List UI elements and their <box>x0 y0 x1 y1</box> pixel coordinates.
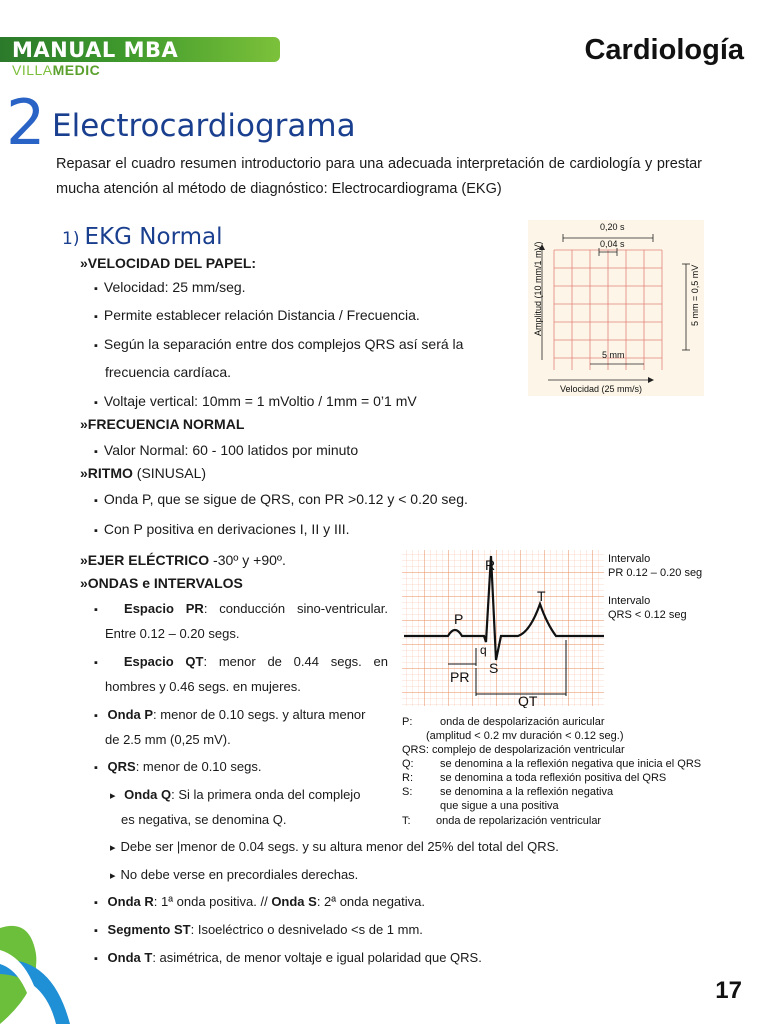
ritmo-heading-extra: (SINUSAL) <box>132 465 207 481</box>
velocidad-item: ▪ Voltaje vertical: 10mm = 1 mVoltio / 1mm = 0’1 mV <box>94 393 417 409</box>
wave-label-s: S <box>489 660 499 676</box>
legend-row <box>402 815 601 827</box>
onda-s-label: Onda S <box>271 894 317 909</box>
legend-row <box>402 730 624 742</box>
onda-p-line <box>94 707 366 722</box>
espacio-pr-text: : conducción sino-ventricular. <box>203 601 388 616</box>
ritmo-heading <box>80 465 206 481</box>
footer-swoosh <box>0 920 90 1024</box>
legend-key: Q: <box>402 758 414 770</box>
legend-value: se denomina a toda reflexión positiva del QRS <box>440 772 667 784</box>
wave-label-p: P <box>454 611 464 627</box>
legend-key: S: <box>402 786 413 798</box>
wave-label-qt: QT <box>518 693 538 708</box>
espacio-pr-cont: Entre 0.12 – 0.20 segs. <box>105 626 240 641</box>
onda-r-label: Onda R <box>107 894 154 909</box>
legend-value: que sigue a una positiva <box>440 800 559 812</box>
ritmo-heading-bold: »RITMO <box>80 465 133 481</box>
espacio-pr-line <box>94 601 388 616</box>
legend-row <box>402 786 613 798</box>
interval-pr-value: PR 0.12 – 0.20 seg <box>608 567 703 579</box>
onda-p-label: Onda P <box>107 707 154 722</box>
brand-sub-villa: VILLA <box>12 62 53 78</box>
espacio-qt-line <box>94 654 388 669</box>
ondas-heading: »ONDAS e INTERVALOS <box>80 575 243 591</box>
ritmo-item: ▪ Con P positiva en derivaciones I, II y III. <box>94 521 350 537</box>
velocidad-heading: »VELOCIDAD DEL PAPEL: <box>80 255 257 271</box>
page-number: 17 <box>715 977 742 1004</box>
onda-p-cont: de 2.5 mm (0,25 mV). <box>105 732 231 747</box>
wave-label-pr: PR <box>450 669 470 685</box>
legend-value: onda de repolarización ventricular <box>436 815 602 827</box>
wave-label-r: R <box>485 557 496 573</box>
ekg-waveform-figure <box>400 548 710 708</box>
wave-label-q: q <box>480 643 487 657</box>
ekg-paper-svg <box>528 220 704 396</box>
fig1-bottom-label: Velocidad (25 mm/s) <box>560 384 643 394</box>
onda-q-cont: es negativa, se denomina Q. <box>121 812 287 827</box>
onda-t-line <box>94 950 482 965</box>
fig1-top-label-1: 0,20 s <box>600 222 625 232</box>
onda-s-text: : 2ª onda negativa. <box>316 894 425 909</box>
brand-sub-medic: MEDIC <box>52 62 101 78</box>
ekg-normal-heading <box>62 224 223 250</box>
brand-title: MANUAL MBA <box>12 38 179 62</box>
legend-value: se denomina a la reflexión negativa que inicia el QRS <box>440 758 702 770</box>
segmento-st-label: Segmento ST <box>107 922 191 937</box>
legend-key: T: <box>402 815 411 827</box>
qrs-text: : menor de 0.10 segs. <box>135 759 262 774</box>
fig1-left-label: Amplitud (10 mm/1 mV) <box>533 241 543 336</box>
intro-paragraph: Repasar el cuadro resumen introductorio para una adecuada interpretación de cardiología y prestar mucha atención al método de diagnóstico: Electrocardiograma (EKG) <box>56 156 702 197</box>
onda-q-label: Onda Q <box>124 787 172 802</box>
legend-row <box>402 744 625 756</box>
fig1-top-label-2: 0,04 s <box>600 239 625 249</box>
frecuencia-item: ▪ Valor Normal: 60 - 100 latidos por minuto <box>94 442 358 458</box>
interval-pr-title: Intervalo <box>608 553 651 565</box>
espacio-pr-label: Espacio PR <box>124 601 204 616</box>
fig1-right-label: 5 mm = 0,5 mV <box>690 264 700 326</box>
legend-value: (amplitud < 0.2 mv duración < 0.12 seg.) <box>426 730 624 742</box>
onda-q-debe-1: ▸ Debe ser |menor de 0.04 segs. y su altura menor del 25% del total del QRS. <box>110 839 559 854</box>
interval-qrs-value: QRS < 0.12 seg <box>608 609 687 621</box>
onda-r-s-line <box>94 894 425 909</box>
legend-key: P: <box>402 716 413 728</box>
onda-p-text: : menor de 0.10 segs. y altura menor <box>153 707 366 722</box>
segmento-st-line <box>94 922 423 937</box>
velocidad-item: ▪ Permite establecer relación Distancia / Frecuencia. <box>94 307 420 323</box>
brand-subtitle <box>12 62 100 78</box>
espacio-qt-label: Espacio QT <box>123 654 204 669</box>
heading-number: 1) <box>62 229 80 249</box>
legend-key: R: <box>402 772 413 784</box>
legend-row <box>402 800 559 812</box>
onda-t-text: : asimétrica, de menor voltaje e igual polaridad que QRS. <box>152 950 482 965</box>
onda-q-text: : Si la primera onda del complejo <box>171 787 361 802</box>
qrs-label: QRS <box>107 759 136 774</box>
ritmo-item: ▪ Onda P, que se sigue de QRS, con PR >0.12 y < 0.20 seg. <box>94 491 468 507</box>
velocidad-item: ▪ Según la separación entre dos complejos QRS así será la <box>94 336 463 352</box>
eje-heading <box>80 552 286 568</box>
onda-q-line <box>110 787 360 802</box>
ekg-grid <box>402 550 604 706</box>
legend-key: QRS: <box>402 744 429 756</box>
interval-qrs-title: Intervalo <box>608 595 651 607</box>
legend-row <box>402 716 605 728</box>
onda-t-label: Onda T <box>107 950 153 965</box>
espacio-qt-cont: hombres y 0.46 segs. en mujeres. <box>105 679 301 694</box>
onda-r-text: : 1ª onda positiva. // <box>153 894 272 909</box>
heading-text: EKG Normal <box>84 224 223 250</box>
qrs-line <box>94 759 261 774</box>
fig1-mid-label: 5 mm <box>602 350 625 360</box>
eje-heading-bold: »EJER ELÉCTRICO <box>80 552 210 568</box>
legend-row <box>402 758 701 770</box>
eje-text: -30º y +90º. <box>209 552 286 568</box>
ekg-paper-figure <box>528 220 704 396</box>
ekg-waveform-svg <box>400 548 710 708</box>
legend-value: se denomina a la reflexión negativa <box>440 786 614 798</box>
frecuencia-heading: »FRECUENCIA NORMAL <box>80 416 245 432</box>
legend-row <box>402 772 666 784</box>
section-title: Cardiología <box>584 34 744 66</box>
wave-label-t: T <box>537 588 546 604</box>
espacio-qt-text: : menor de 0.44 segs. en <box>203 654 388 669</box>
velocidad-item-cont: frecuencia cardíaca. <box>105 364 232 380</box>
legend-value: complejo de despolarización ventricular <box>432 744 625 756</box>
chapter-number: 2 <box>6 86 46 159</box>
legend-value: onda de despolarización auricular <box>440 716 605 728</box>
chapter-title: Electrocardiograma <box>52 108 356 144</box>
velocidad-item: ▪ Velocidad: 25 mm/seg. <box>94 279 246 295</box>
segmento-st-text: : Isoeléctrico o desnivelado <s de 1 mm. <box>190 922 423 937</box>
onda-q-debe-2: ▸ No debe verse en precordiales derechas. <box>110 867 358 882</box>
